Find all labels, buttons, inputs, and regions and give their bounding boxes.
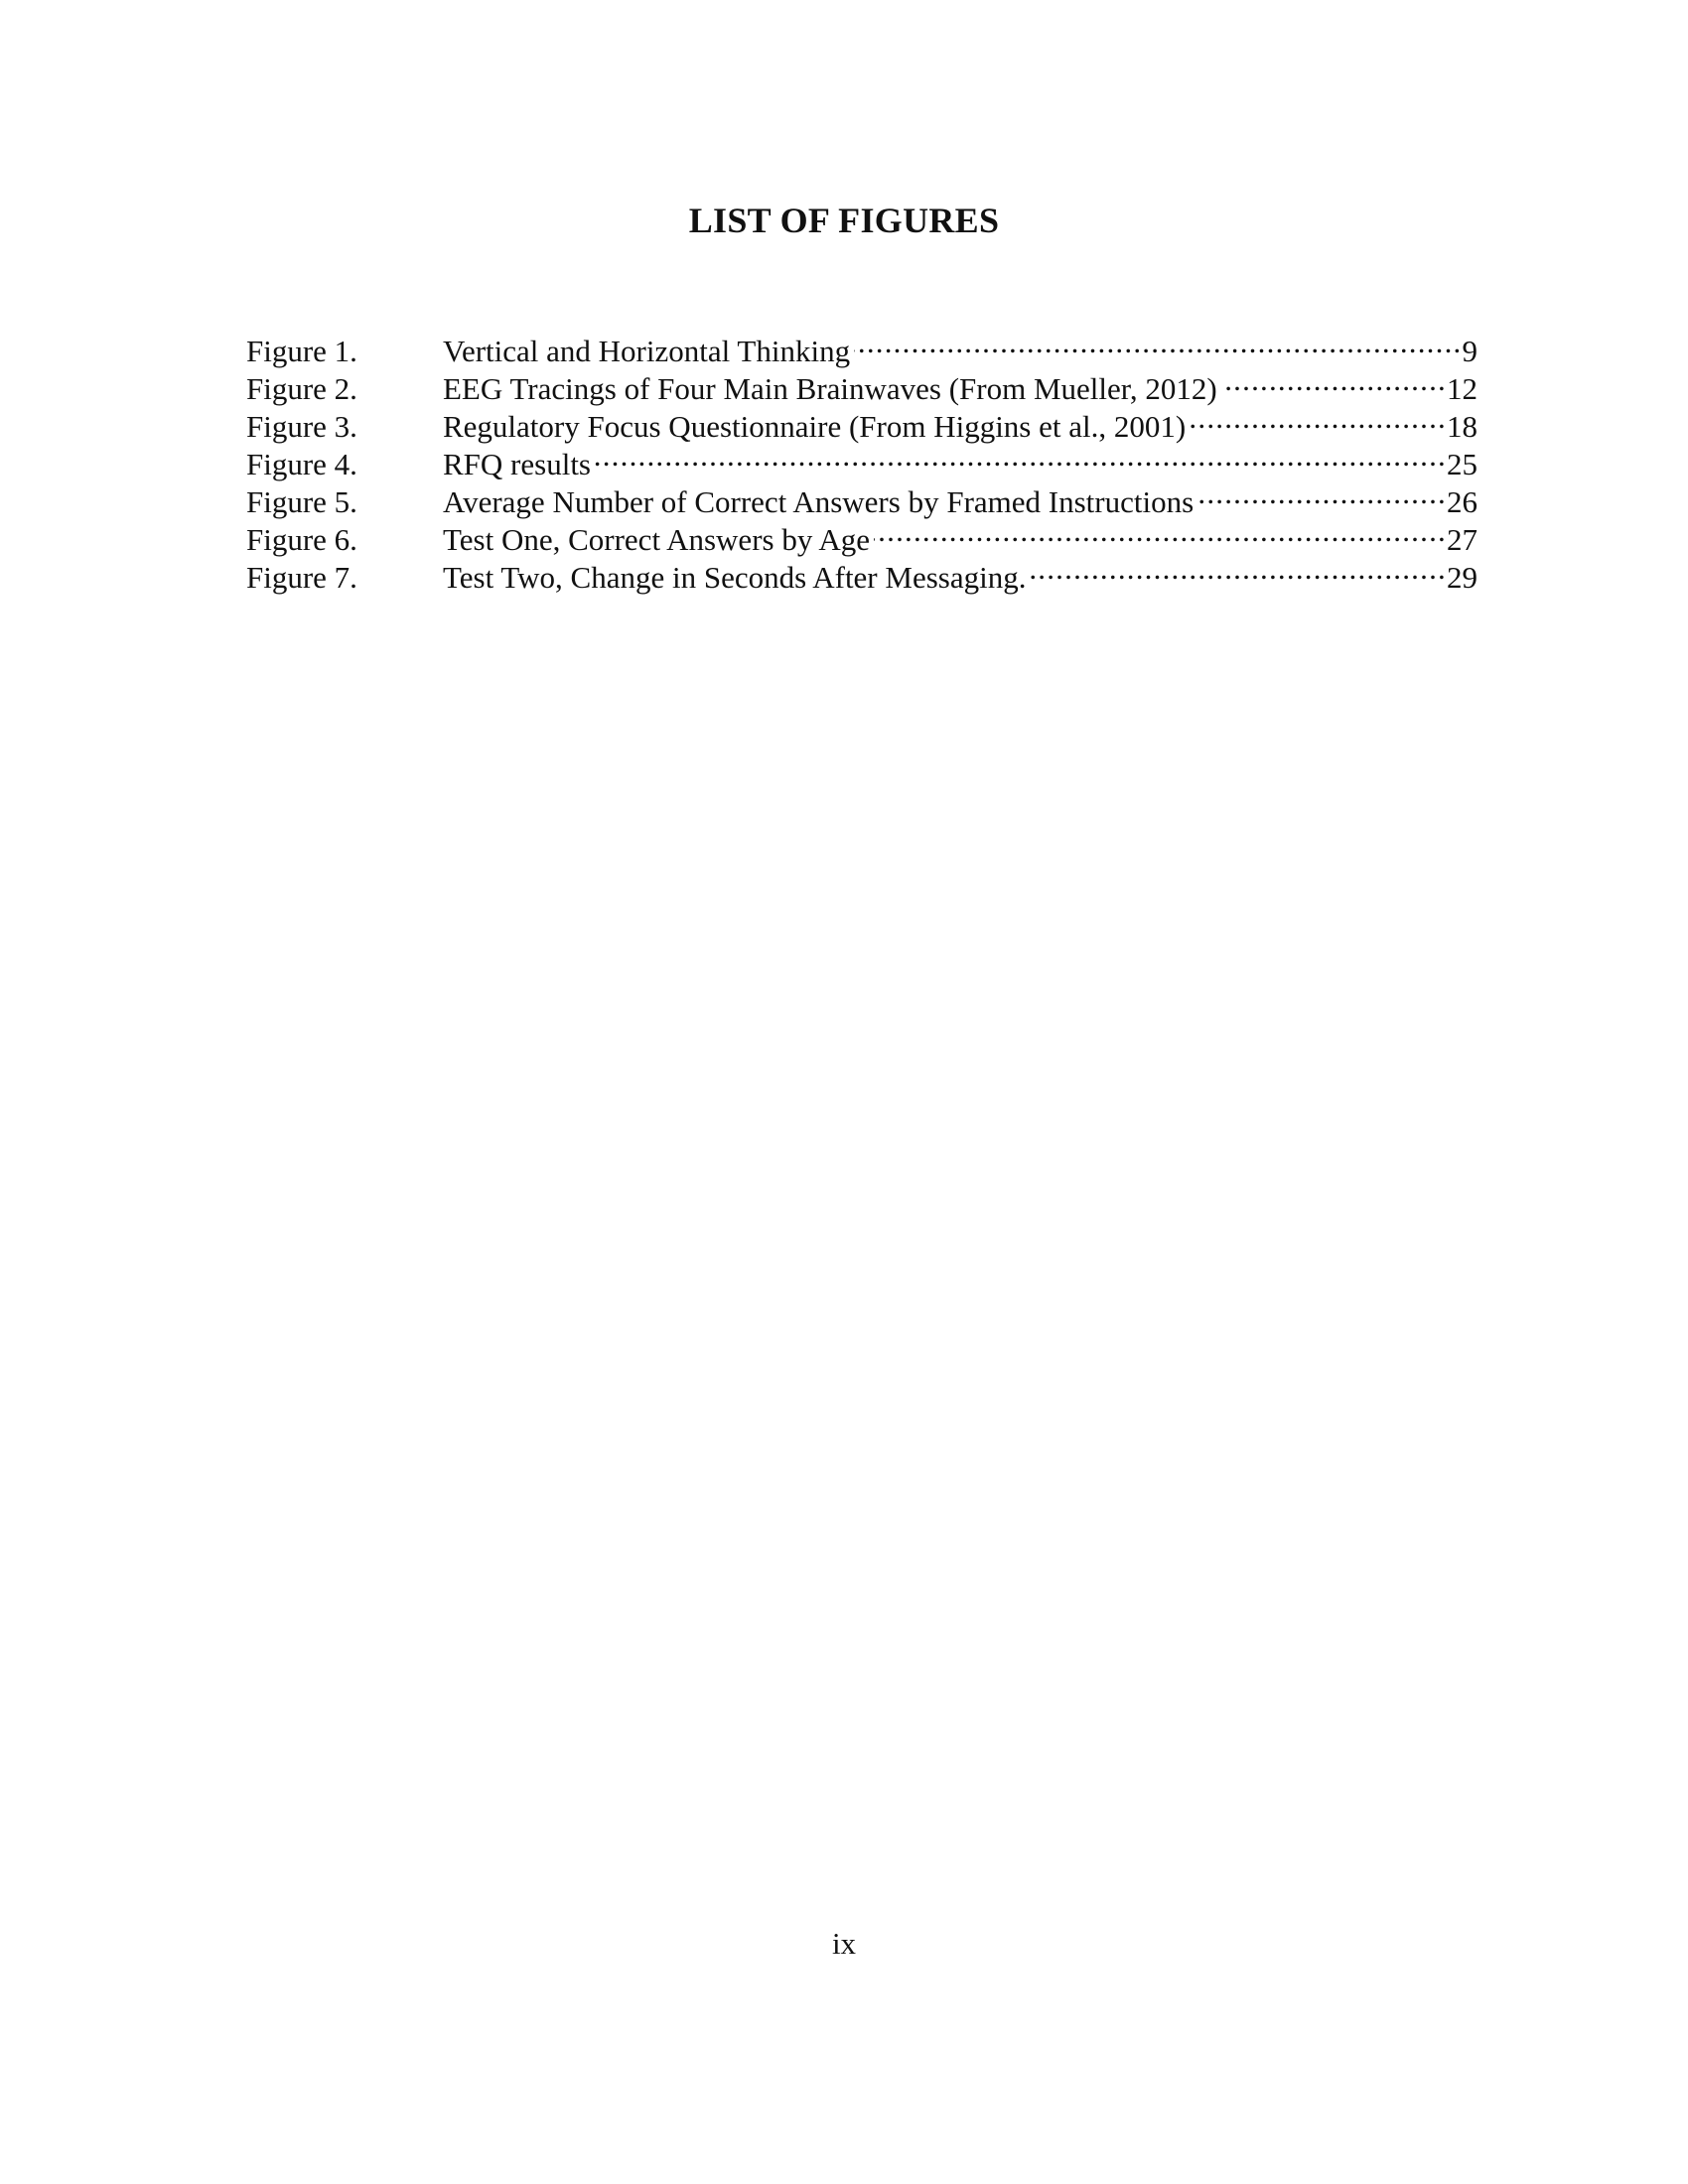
figure-entry <box>246 324 1477 368</box>
figure-number: Figure 7. <box>246 560 357 595</box>
figure-number: Figure 3. <box>246 409 357 444</box>
figure-caption: Test One, Correct Answers by Age <box>443 522 871 557</box>
dot-leader <box>874 512 1447 550</box>
page-title: LIST OF FIGURES <box>688 201 1000 240</box>
page-number: ix <box>831 1926 857 1961</box>
figure-number: Figure 5. <box>246 484 357 519</box>
figure-caption: Vertical and Horizontal Thinking <box>443 334 851 368</box>
dot-leader <box>595 437 1447 475</box>
figure-number: Figure 6. <box>246 522 357 557</box>
figure-caption: EEG Tracings of Four Main Brainwaves (From Mueller, 2012) <box>443 371 1217 406</box>
figure-number: Figure 1. <box>246 334 357 368</box>
dot-leader <box>1197 475 1447 512</box>
figure-caption: Test Two, Change in Seconds After Messaging. <box>443 560 1027 595</box>
figure-page-number: 9 <box>1462 334 1477 368</box>
dot-leader <box>1221 361 1447 399</box>
figure-number: Figure 2. <box>246 371 357 406</box>
figure-caption: RFQ results <box>443 447 591 481</box>
figure-page-number: 29 <box>1447 560 1477 595</box>
figure-page-number: 12 <box>1447 371 1477 406</box>
figure-caption: Regulatory Focus Questionnaire (From Higgins et al., 2001) <box>443 409 1187 444</box>
figure-number: Figure 4. <box>246 447 357 481</box>
dot-leader <box>1190 399 1447 437</box>
figure-page-number: 27 <box>1447 522 1477 557</box>
figure-page-number: 25 <box>1447 447 1477 481</box>
dot-leader <box>854 324 1462 361</box>
figure-list <box>246 324 1477 595</box>
figure-page-number: 26 <box>1447 484 1477 519</box>
dot-leader <box>1030 550 1447 588</box>
figure-caption: Average Number of Correct Answers by Framed Instructions <box>443 484 1195 519</box>
figure-page-number: 18 <box>1447 409 1477 444</box>
